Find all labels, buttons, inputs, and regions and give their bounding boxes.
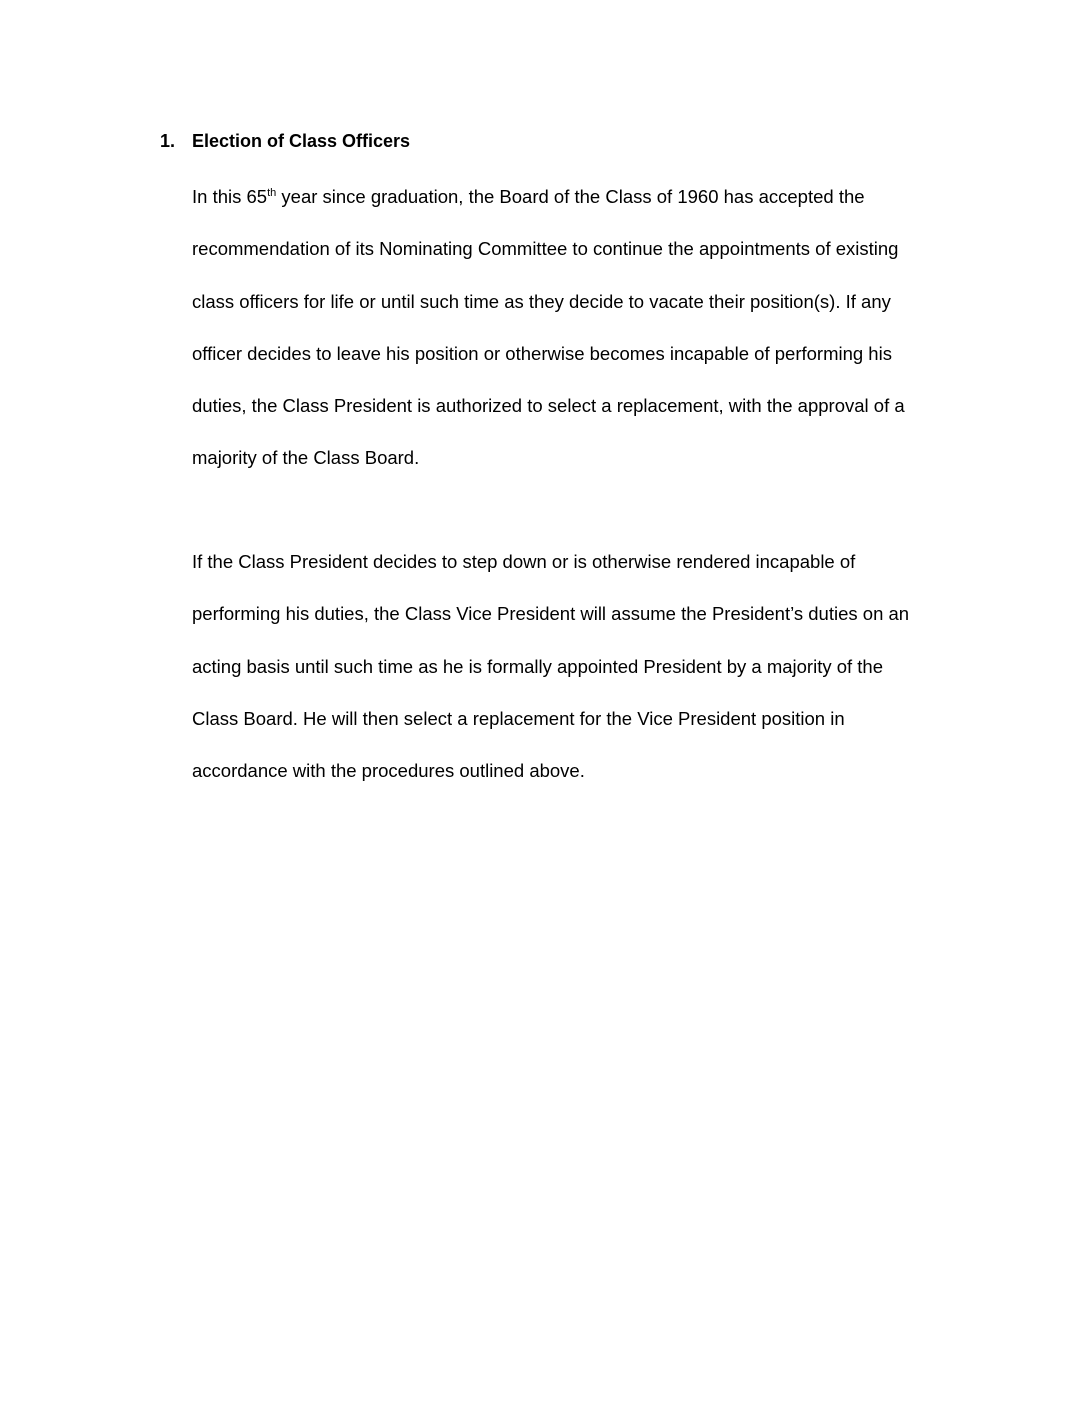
paragraph-line: duties, the Class President is authorized to select a replacement, with the approval of a (192, 395, 905, 417)
line-text-before-superscript: In this 65 (192, 186, 268, 207)
paragraph-line: Class Board. He will then select a replacement for the Vice President position in (192, 707, 845, 729)
section-title: Election of Class Officers (192, 131, 411, 151)
section-heading (160, 128, 410, 154)
paragraph-line: performing his duties, the Class Vice President will assume the President’s duties on an (192, 603, 910, 625)
paragraph-line: acting basis until such time as he is formally appointed President by a majority of the (192, 655, 884, 677)
paragraph-line: officer decides to leave his position or otherwise becomes incapable of performing his (192, 342, 892, 364)
paragraph-line: recommendation of its Nominating Committee to continue the appointments of existing (192, 238, 899, 260)
paragraph-line: majority of the Class Board. (192, 447, 420, 469)
ordinal-superscript: th (267, 187, 277, 199)
paragraph-president-succession (192, 536, 972, 797)
paragraph-election-policy (192, 171, 972, 485)
section-number: 1. (160, 131, 176, 151)
line-text-after-superscript: year since graduation, the Board of the Class of 1960 has accepted the (276, 186, 865, 207)
paragraph-line: class officers for life or until such time as they decide to vacate their position(s). If any (192, 290, 891, 312)
paragraph-line (192, 171, 972, 223)
paragraph-line: accordance with the procedures outlined above. (192, 760, 585, 782)
paragraph-line: If the Class President decides to step down or is otherwise rendered incapable of (192, 551, 856, 572)
